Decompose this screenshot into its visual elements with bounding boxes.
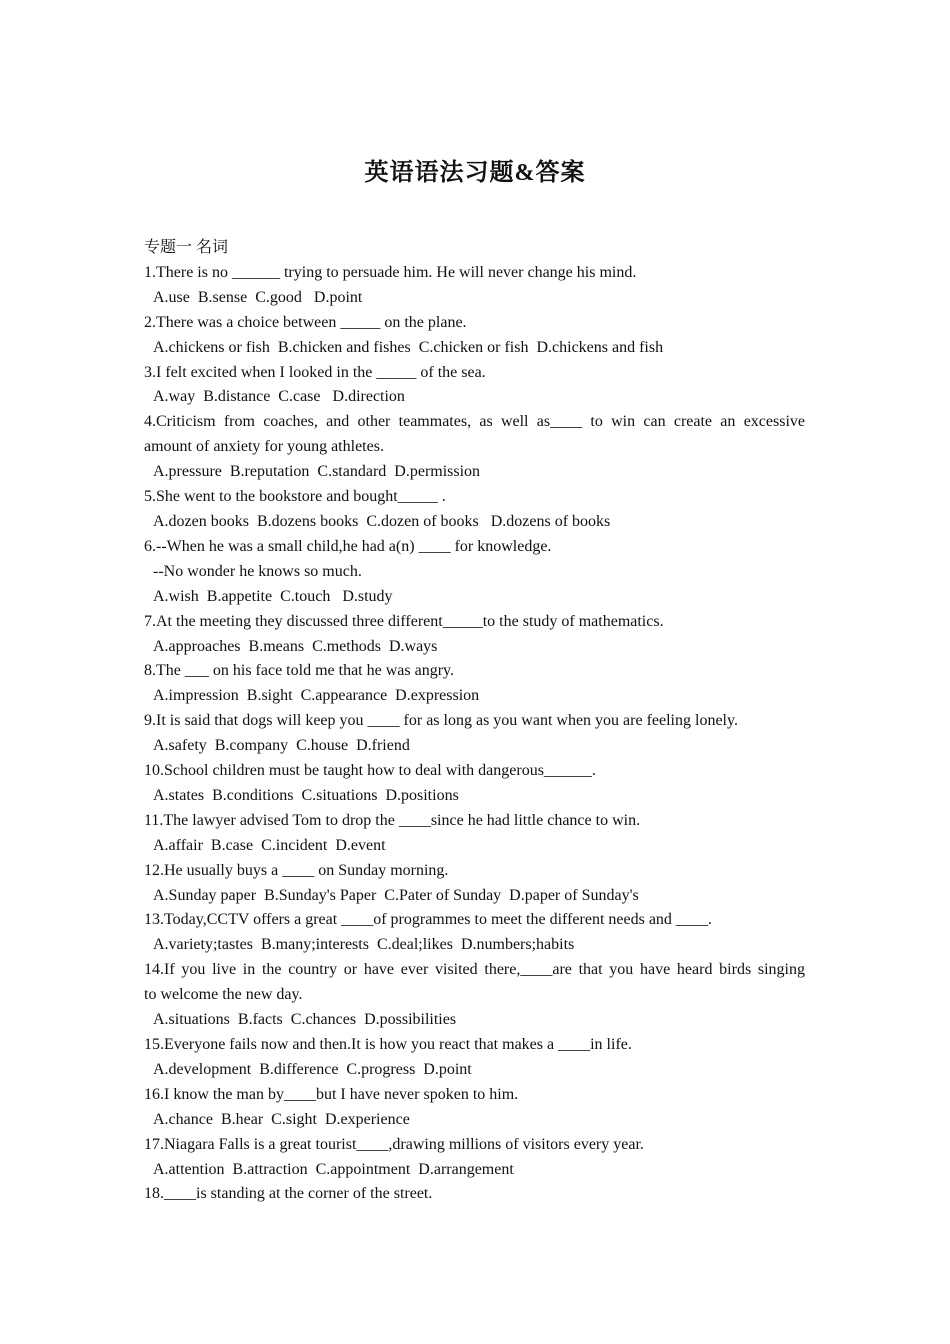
question-text: 10.School children must be taught how to deal with dangerous______. (144, 762, 596, 780)
answer-options: A.chickens or fish B.chicken and fishes C.chicken or fish D.chickens and fish (153, 338, 664, 356)
answer-options: A.impression B.sight C.appearance D.expression (153, 687, 480, 705)
answer-options: A.dozen books B.dozens books C.dozen of books D.dozens of books (153, 512, 611, 530)
answer-options: A.situations B.facts C.chances D.possibilities (153, 1011, 457, 1029)
answer-options: --No wonder he knows so much. (153, 562, 362, 580)
question-text: 8.The ___ on his face told me that he was angry. (144, 662, 454, 680)
question-text: 2.There was a choice between _____ on the plane. (144, 313, 467, 331)
answer-options: A.way B.distance C.case D.direction (153, 388, 405, 406)
answer-options: A.variety;tastes B.many;interests C.deal;likes D.numbers;habits (153, 936, 575, 954)
question-text: 5.She went to the bookstore and bought_____ . (144, 488, 446, 506)
answer-options: A.affair B.case C.incident D.event (153, 836, 386, 854)
question-text: 14.If you live in the country or have ever visited there,____are that you have heard birds singing (144, 961, 805, 979)
answer-options: A.attention B.attraction C.appointment D.arrangement (153, 1160, 514, 1178)
answer-options: A.wish B.appetite C.touch D.study (153, 587, 393, 605)
section-heading: 专题一 名词 (144, 239, 229, 256)
answer-options: A.Sunday paper B.Sunday's Paper C.Pater of Sunday D.paper of Sunday's (153, 886, 639, 904)
question-text: 16.I know the man by____but I have never spoken to him. (144, 1085, 519, 1103)
answer-options: A.approaches B.means C.methods D.ways (153, 637, 438, 655)
question-text: 6.--When he was a small child,he had a(n) ____ for knowledge. (144, 537, 552, 555)
question-text: 18.____is standing at the corner of the street. (144, 1185, 433, 1203)
question-text: 17.Niagara Falls is a great tourist____,drawing millions of visitors every year. (144, 1135, 644, 1153)
answer-options: A.states B.conditions C.situations D.positions (153, 786, 459, 804)
question-text: amount of anxiety for young athletes. (144, 438, 384, 456)
question-text: 11.The lawyer advised Tom to drop the ____since he had little chance to win. (144, 811, 641, 829)
answer-options: A.pressure B.reputation C.standard D.permission (153, 463, 481, 481)
question-text: 4.Criticism from coaches, and other teammates, as well as____ to win can create an excessive (144, 413, 805, 431)
answer-options: A.safety B.company C.house D.friend (153, 737, 410, 755)
document-title: 英语语法习题&答案 (364, 160, 586, 186)
question-text: 3.I felt excited when I looked in the _____ of the sea. (144, 363, 486, 381)
question-text: 13.Today,CCTV offers a great ____of programmes to meet the different needs and ____. (144, 911, 712, 929)
question-text: 7.At the meeting they discussed three different_____to the study of mathematics. (144, 612, 664, 630)
question-text: 12.He usually buys a ____ on Sunday morning. (144, 861, 449, 879)
question-text: to welcome the new day. (144, 986, 303, 1004)
question-text: 9.It is said that dogs will keep you ____ for as long as you want when you are feeling lonely. (144, 712, 738, 730)
answer-options: A.development B.difference C.progress D.point (153, 1060, 472, 1078)
answer-options: A.chance B.hear C.sight D.experience (153, 1110, 410, 1128)
question-text: 15.Everyone fails now and then.It is how you react that makes a ____in life. (144, 1036, 632, 1053)
question-list (144, 236, 805, 1207)
answer-options: A.use B.sense C.good D.point (153, 288, 363, 306)
question-text: 1.There is no ______ trying to persuade him. He will never change his mind. (144, 263, 637, 281)
